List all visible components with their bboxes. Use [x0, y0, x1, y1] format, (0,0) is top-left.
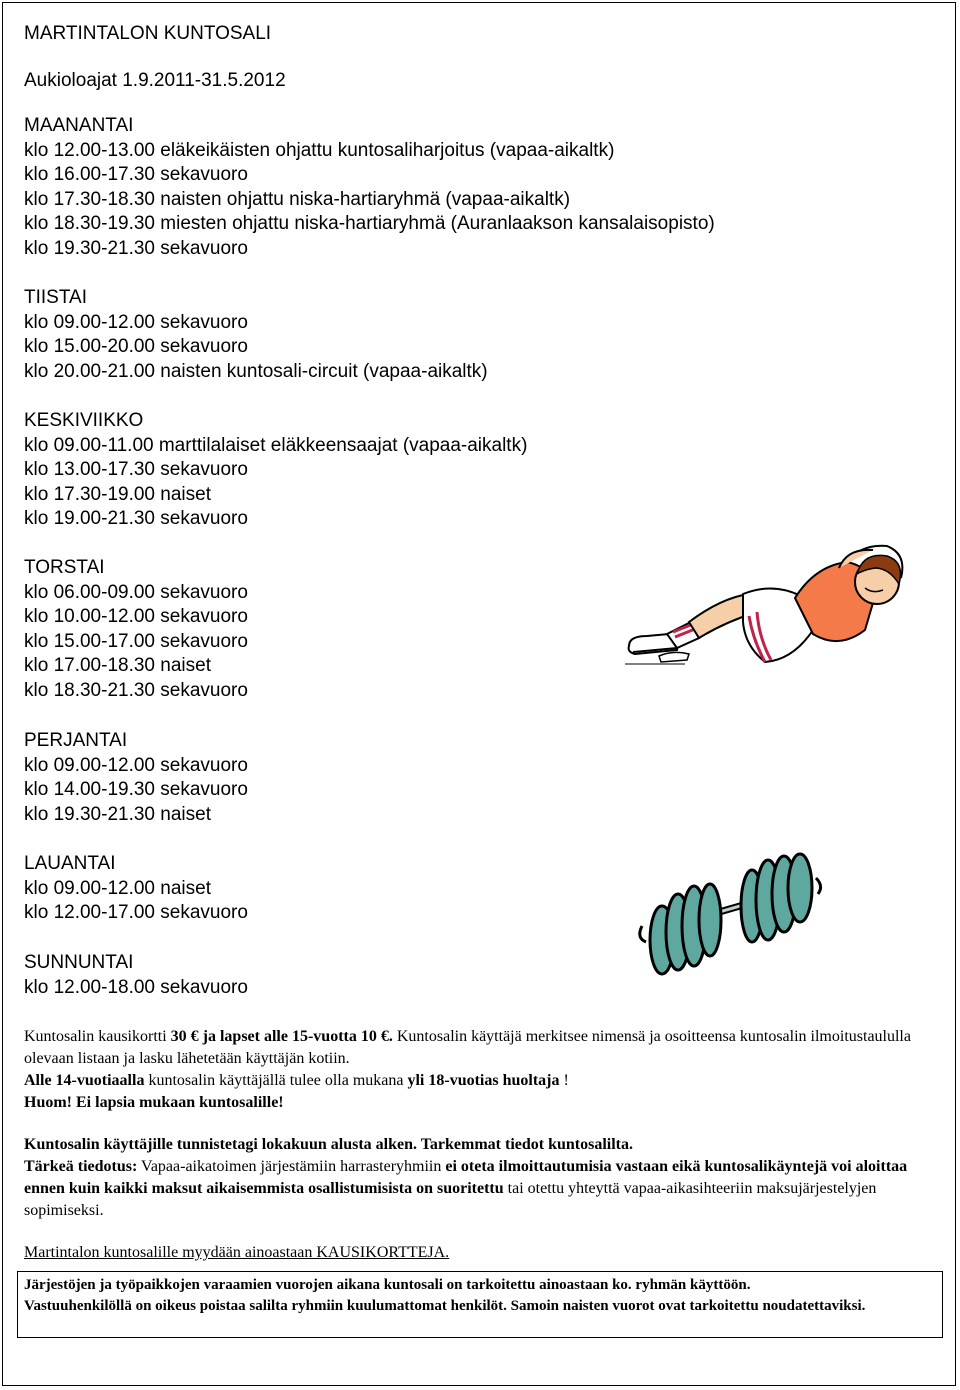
schedule-row: klo 17.30-18.30 naisten ohjattu niska-hartiaryhmä (vapaa-aikaltk) [24, 188, 571, 210]
day-heading: PERJANTAI [24, 730, 128, 751]
schedule-row: klo 16.00-17.30 sekavuoro [24, 164, 248, 186]
day-heading: LAUANTAI [24, 853, 116, 874]
schedule-row: klo 19.00-21.30 sekavuoro [24, 508, 248, 530]
tag-note: Kuntosalin käyttäjille tunnistetagi lokakuun alusta alken. Tarkemmat tiedot kuntosalilta. [24, 1136, 633, 1153]
schedule-row: klo 18.30-19.30 miesten ohjattu niska-hartiaryhmä (Auranlaakson kansalaisopisto) [24, 213, 715, 235]
box-line: Järjestöjen ja työpaikkojen varaamien vuorojen aikana kuntosali on tarkoitettu ainoastaan ko. ryhmän käyttöön. [24, 1277, 751, 1293]
note-text: ! [559, 1072, 569, 1089]
schedule-row: klo 19.30-21.30 naiset [24, 803, 211, 825]
schedule-row: klo 12.00-18.00 sekavuoro [24, 976, 248, 998]
schedule-row: klo 09.00-12.00 sekavuoro [24, 754, 248, 776]
schedule-row: klo 10.00-12.00 sekavuoro [24, 606, 248, 628]
page-title: MARTINTALON KUNTOSALI [24, 23, 272, 44]
schedule-row: klo 17.30-19.00 naiset [24, 483, 211, 505]
day-heading: TORSTAI [24, 557, 105, 578]
dumbbell-icon [634, 848, 829, 978]
schedule-row: klo 15.00-20.00 sekavuoro [24, 336, 248, 358]
day-block-saturday [24, 852, 248, 926]
day-block-thursday [24, 556, 248, 704]
day-heading: MAANANTAI [24, 115, 134, 136]
day-heading: TIISTAI [24, 287, 87, 308]
day-heading: KESKIVIIKKO [24, 410, 144, 431]
important-note [24, 1156, 924, 1222]
note-text: tai otettu yhteyttä vapaa-aikasihteeriin maksujärjestelyjen sopimiseksi. [24, 1180, 877, 1219]
day-heading: SUNNUNTAI [24, 952, 134, 973]
age-note [24, 1070, 924, 1092]
day-block-sunday [24, 951, 248, 1000]
schedule-row: klo 15.00-17.00 sekavuoro [24, 630, 248, 652]
day-block-friday [24, 729, 248, 827]
age-limit-text: Alle 14-vuotiaalla [24, 1072, 145, 1089]
schedule-row: klo 09.00-12.00 sekavuoro [24, 311, 248, 333]
schedule-row: klo 17.00-18.30 naiset [24, 655, 211, 677]
important-label: Tärkeä tiedotus: [24, 1158, 138, 1175]
box-line: Vastuuhenkilöllä on oikeus poistaa salilta ryhmiin kuulumattomat henkilöt. Samoin naisten vuorot ovat tarkoitettu noudatettaviksi. [24, 1298, 866, 1314]
schedule-row: klo 13.00-17.30 sekavuoro [24, 459, 248, 481]
schedule-row: klo 20.00-21.00 naisten kuntosali-circuit (vapaa-aikaltk) [24, 360, 488, 382]
schedule-row: klo 06.00-09.00 sekavuoro [24, 581, 248, 603]
schedule-row: klo 19.30-21.30 sekavuoro [24, 237, 248, 259]
day-block-wednesday [24, 409, 527, 532]
payment-warning: ei oteta ilmoittautumisia vastaan eikä kuntosalikäyntejä voi aloittaa ennen kuin kaikki maksut aikaisemmista osallistumisista on suoritettu [24, 1158, 908, 1197]
note-text: kuntosalin käyttäjällä tulee olla mukana [144, 1072, 408, 1089]
no-children-note: Huom! Ei lapsia mukaan kuntosalille! [24, 1094, 284, 1111]
note-text: Kuntosalin kausikortti [24, 1028, 171, 1045]
reserved-slots-box [17, 1271, 943, 1338]
schedule-row: klo 09.00-12.00 naiset [24, 877, 211, 899]
day-block-monday [24, 114, 715, 262]
day-block-tuesday [24, 286, 488, 384]
price-text: 30 € ja lapset alle 15-vuotta 10 €. [170, 1028, 393, 1045]
note-text: Vapaa-aikatoimen järjestämiin harrasteryhmiin [137, 1158, 446, 1175]
schedule-row: klo 12.00-13.00 eläkeikäisten ohjattu kuntosaliharjoitus (vapaa-aikaltk) [24, 139, 615, 161]
situp-person-icon [625, 538, 915, 698]
schedule-row: klo 14.00-19.30 sekavuoro [24, 779, 248, 801]
schedule-row: klo 09.00-11.00 marttilalaiset eläkkeensaajat (vapaa-aikaltk) [24, 434, 528, 456]
season-card-note: Martintalon kuntosalille myydään ainoastaan KAUSIKORTTEJA. [24, 1244, 450, 1261]
notes-block [24, 1026, 924, 1264]
note-text: Kuntosalin käyttäjä merkitsee nimensä ja osoitteensa kuntosalin ilmoitustaululla olevaan listaan ja lasku lähetetään käyttäjän kotiin. [24, 1028, 911, 1067]
schedule-row: klo 18.30-21.30 sekavuoro [24, 679, 248, 701]
guardian-text: yli 18-vuotias huoltaja [407, 1072, 560, 1089]
opening-hours: Aukioloajat 1.9.2011-31.5.2012 [24, 70, 286, 91]
pricing-note [24, 1026, 924, 1070]
schedule-row: klo 12.00-17.00 sekavuoro [24, 902, 248, 924]
